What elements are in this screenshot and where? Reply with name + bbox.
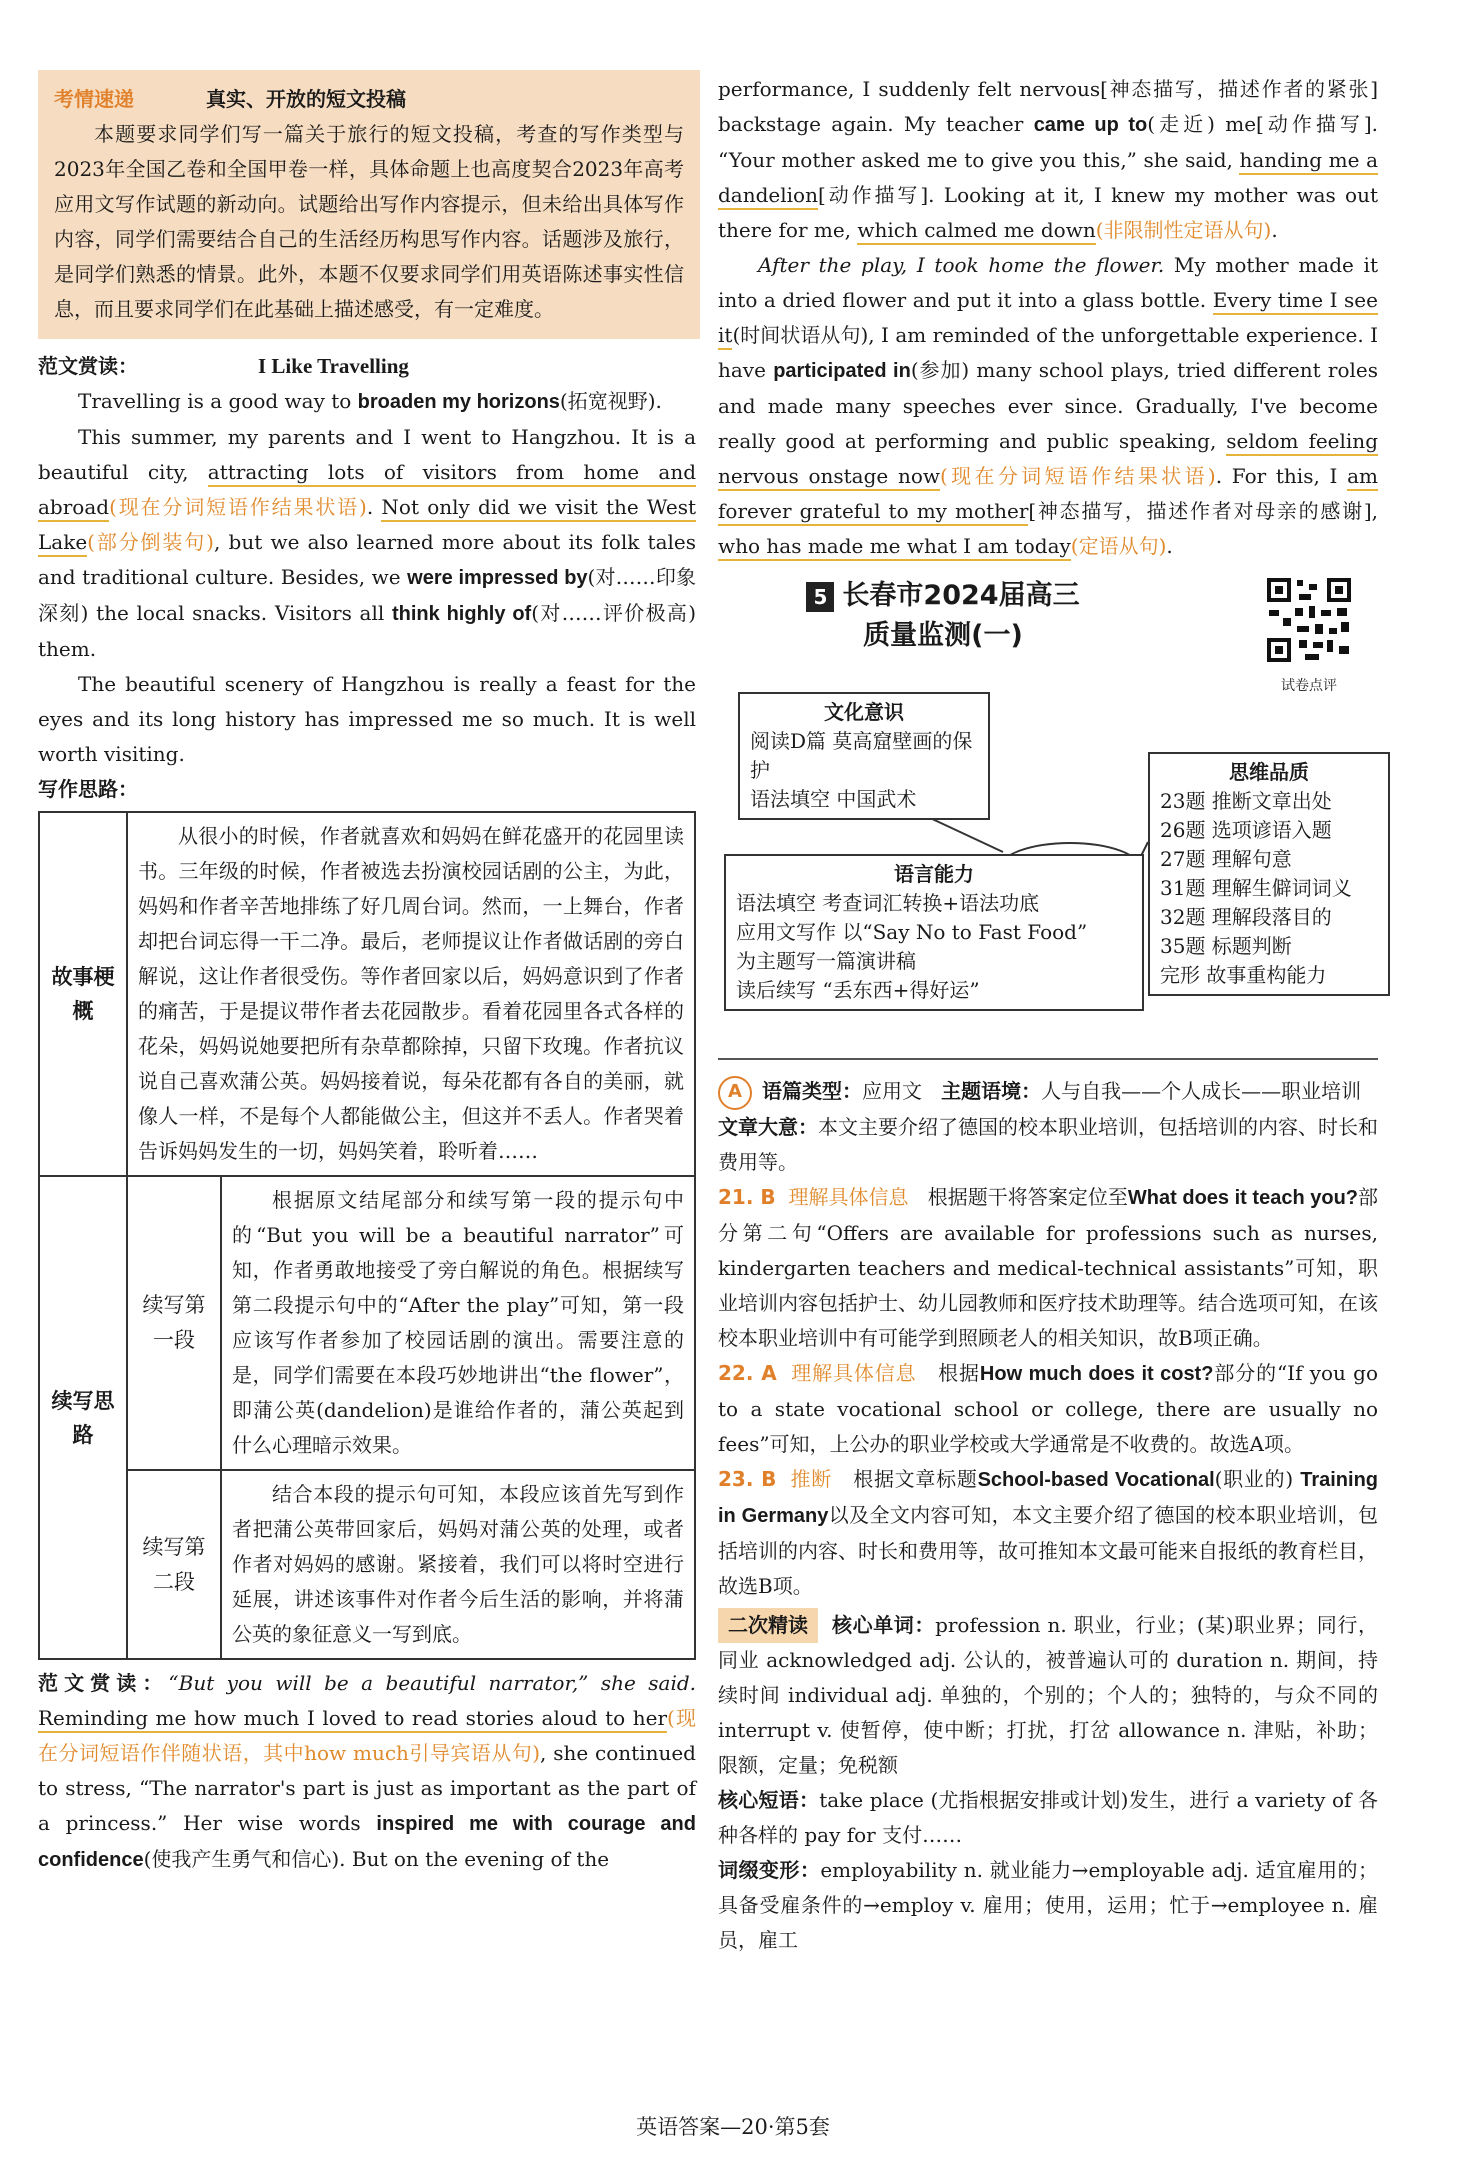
qr-code[interactable]: [1264, 576, 1354, 697]
continuation-text-2: After the play, I took home the flower. My mother made it into a dried flower and put it into a glass bottle. Every time I see it(时间状语从句), I am reminded of the unforgettable experience. I have participated in(参加) many school plays, tried different roles and made many speeches ever since. Gradually, I've become really good at performing and public speaking, seldom feeling nervous onstage now(现在分词短语作结果状语). For this, I am forever grateful to my mother[神态描写，描述作者对母亲的感谢], who has made me what I am today(定语从句).: [718, 248, 1378, 564]
qr-caption: 试卷点评: [1281, 678, 1337, 694]
test-header: [718, 576, 1378, 694]
test-number: 5: [806, 582, 834, 612]
overview-text: 本题要求同学们写一篇关于旅行的短文投稿，考查的写作类型与2023年全国乙卷和全国甲卷一样，具体命题上也高度契合2023年高考应用文写作试题的新动向。试题给出写作内容提示，但未给出具体写作内容，同学们需要结合自己的生活经历构思写作内容。话题涉及旅行，是同学们熟悉的情景。此外，本题不仅要求同学们用英语陈述事实性信息，而且要求同学们在此基础上描述感受，有一定难度。: [54, 122, 684, 321]
model-title: I Like Travelling: [258, 354, 409, 378]
para2-label: 续写第二段: [128, 1470, 221, 1658]
second-reading-tag: 二次精读: [718, 1608, 818, 1643]
model-label: 范文赏读：: [38, 354, 138, 378]
story-text: 从很小的时候，作者就喜欢和妈妈在鲜花盛开的花园里读书。三年级的时候，作者被选去扮演校园话剧的公主，为此，妈妈和作者辛苦地排练了好几周台词。然而，一上舞台，作者却把台词忘得一干二净。最后，老师提议让作者做话剧的旁白解说，这让作者很受伤。等作者回家以后，妈妈意识到了作者的痛苦，于是提议带作者去花园散步。看着花园里各式各样的花朵，妈妈说她要把所有杂草都除掉，只留下玫瑰。作者抗议说自己喜欢蒲公英。妈妈接着说，每朵花都有各自的美丽，就像人一样，不是每个人都能做公主，但这并不丢人。作者哭着告诉妈妈发生的一切，妈妈笑着，聆听着……: [138, 824, 684, 1163]
para1-label: 续写第一段: [128, 1177, 221, 1470]
passage-a-mark: A: [718, 1076, 752, 1110]
answer-22: 22. A 理解具体信息 根据How much does it cost?部分的“If you go to a state vocational school or college, there are usually no fees”可知，上公办的职业学校或大学通常是不收费的。故选A项。: [718, 1360, 1379, 1456]
section-divider: [718, 1058, 1378, 1060]
language-box: 语言能力 语法填空 考查词汇转换+语法功底 应用文写作 以“Say No to Fast Food” 为主题写一篇演讲稿 读后续写 “丢东西+得好运”: [724, 854, 1144, 1011]
thinking-box: 思维品质 23题 推断文章出处 26题 选项谚语入题 27题 理解句意 31题 理解生僻词词义 32题 理解段落目的 35题 标题判断 完形 故事重构能力: [1148, 752, 1390, 996]
answer-23: 23. B 推断 根据文章标题School-based Vocational(职业的) Training in Germany以及全文内容可知，本文主要介绍了德国的校本职业培训，包括培训的内容、时长和费用等，故可推知本文最可能来自报纸的教育栏目，故选B项。: [718, 1466, 1379, 1598]
left-column: [38, 70, 696, 1878]
model-paragraph-2: This summer, my parents and I went to Hangzhou. It is a beautiful city, attracting lots of visitors from home and abroad(现在分词短语作结果状语). Not only did we visit the West Lake(部分倒装句), but we also learned more about its folk tales and traditional culture. Besides, we were impressed by(对……印象深刻) the local snacks. Visitors all think highly of(对……评价极高) them.: [38, 425, 697, 661]
model-paragraph-1: Travelling is a good way to broaden my horizons(拓宽视野).: [78, 389, 662, 413]
model-paragraph-3: The beautiful scenery of Hangzhou is really a feast for the eyes and its long history has impressed me so much. It is well worth visiting.: [38, 672, 696, 766]
page-footer: 英语答案—20·第5套: [636, 2115, 830, 2139]
overview-tag: 考情速递: [54, 87, 134, 111]
continuation-label: 续写思路: [39, 1176, 127, 1659]
core-vocabulary: 二次精读 核心单词：profession n. 职业，行业；(某)职业界；同行，同业 acknowledged adj. 公认的，被普遍认可的 duration n. 期间，持续时间 individual adj. 单独的，个别的；个人的；独特的，与众不同的 interrupt v. 使暂停，使中断；打扰，打岔 allowance n. 津贴，补助；限额，定量；免税额: [718, 1608, 1378, 1783]
core-phrases: 核心短语：take place (尤指根据安排或计划)发生，进行 a variety of 各种各样的 pay for 支付……: [718, 1787, 1379, 1847]
overview-title: 真实、开放的短文投稿: [206, 87, 406, 111]
passage-a-idea: 文章大意：本文主要介绍了德国的校本职业培训，包括培训的内容、时长和费用等。: [718, 1114, 1378, 1174]
model-heading: [38, 349, 696, 384]
word-derivation: 词缀变形：employability n. 就业能力→employable adj. 适宜雇用的；具备受雇条件的→employ v. 雇用；使用，运用；忙于→employee n. 雇员，雇工: [718, 1857, 1379, 1952]
answer-21: 21. B 理解具体信息 根据题干将答案定位至What does it teach you?部分第二句“Offers are available for professions such as nurses, kindergarten teachers and medical-technical assistants”可知，职业培训内容包括护士、幼儿园教师和医疗技术助理等。结合选项可知，在该校本职业培训中有可能学到照顾老人的相关知识，故B项正确。: [718, 1184, 1379, 1350]
model-continuation: 范文赏读：“But you will be a beautiful narrator,” she said. Reminding me how much I loved to read stories aloud to her(现在分词短语作伴随状语，其中how much引导宾语从句), she continued to stress, “The narrator's part is just as important as the part of a princess.” Her wise words inspired me with courage and confidence(使我产生勇气和信心). But on the evening of the: [38, 1671, 697, 1871]
story-label: 故事梗概: [39, 812, 127, 1176]
passage-a-meta: A 语篇类型：应用文 主题语境：人与自我——个人成长——职业培训: [718, 1074, 1378, 1110]
core-literacy-diagram: [718, 692, 1378, 1042]
writing-outline-table: [38, 811, 696, 1660]
culture-box: 文化意识 阅读D篇 莫高窟壁画的保护 语法填空 中国武术: [738, 692, 990, 820]
para2-text: 结合本段的提示句可知，本段应该首先写到作者把蒲公英带回家后，妈妈对蒲公英的处理，或者作者对妈妈的感谢。紧接着，我们可以将时空进行延展，讲述该事件对作者今后生活的影响，并将蒲公英的象征意义一写到底。: [232, 1482, 684, 1646]
qr-code-icon: [1265, 576, 1353, 664]
writing-ideas-label: 写作思路：: [38, 777, 138, 801]
exam-overview-box: [38, 70, 700, 339]
right-column: [718, 72, 1378, 1958]
test-title: 5 长春市2024届高三 质量监测(一): [778, 576, 1108, 656]
para1-text: 根据原文结尾部分和续写第一段的提示句中的“But you will be a beautiful narrator”可知，作者勇敢地接受了旁白解说的角色。根据续写第二段提示句中的“After the play”可知，第一段应该写作者参加了校园话剧的演出。需要注意的是，同学们需要在本段巧妙地讲出“the flower”，即蒲公英(dandelion)是谁给作者的，蒲公英起到什么心理暗示效果。: [232, 1188, 684, 1457]
continuation-text-1: performance, I suddenly felt nervous[神态描写，描述作者的紧张] backstage again. My teacher came up to(走近) me[动作描写]. “Your mother asked me to give you this,” she said, handing me a dandelion[动作描写]. Looking at it, I knew my mother was out there for me, which calmed me down(非限制性定语从句).: [718, 72, 1378, 248]
